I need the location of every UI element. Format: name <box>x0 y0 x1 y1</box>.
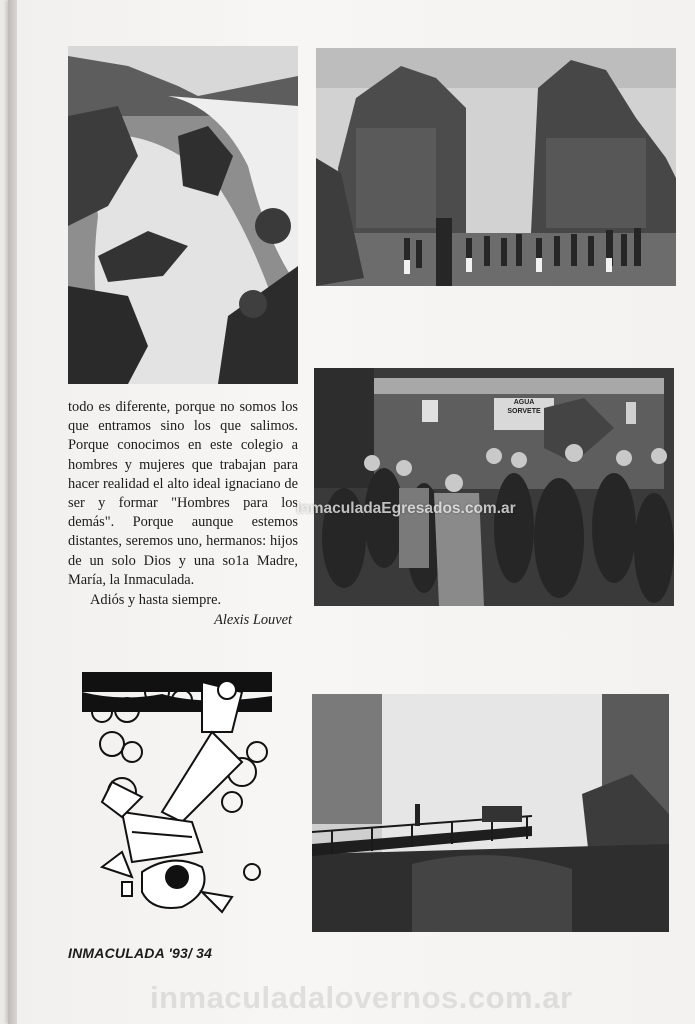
kiosk-sign-sorvete: SORVETE <box>507 408 541 415</box>
page-spine-shadow <box>8 0 17 1024</box>
ruins-group-photo <box>316 48 676 286</box>
waterfall-walkway-photo <box>312 694 669 932</box>
article-closing: Adiós y hasta siempre. <box>90 592 222 609</box>
article-body: todo es diferente, porque no somos los que entramos sino los que salimos. Porque conocimos en este colegio a hombres y mujeres que trabajan para hacer realidad el alto ideal ignaciano de ser y formar "Hombres para los demás". Porque aunque estemos distantes, seremos uno, hermanos: hijos de un solo Dios y una so1a Madre, María, la Inmaculada. <box>68 399 298 588</box>
kiosk-sign <box>494 398 554 416</box>
watermark-middle: InmaculadaEgresados.com.ar <box>296 500 516 517</box>
cartoon-illustration <box>82 672 272 922</box>
page-folio: INMACULADA '93/ 34 <box>68 945 213 961</box>
crowd-kiosk-photo <box>314 368 674 606</box>
farewell-article <box>68 398 298 630</box>
kiosk-sign-agua: AGUA <box>513 399 535 406</box>
watermark-bottom: inmaculadalovernos.com.ar <box>150 980 573 1015</box>
waterfall-photo <box>68 46 298 384</box>
article-signature: Alexis Louvet <box>214 612 292 629</box>
